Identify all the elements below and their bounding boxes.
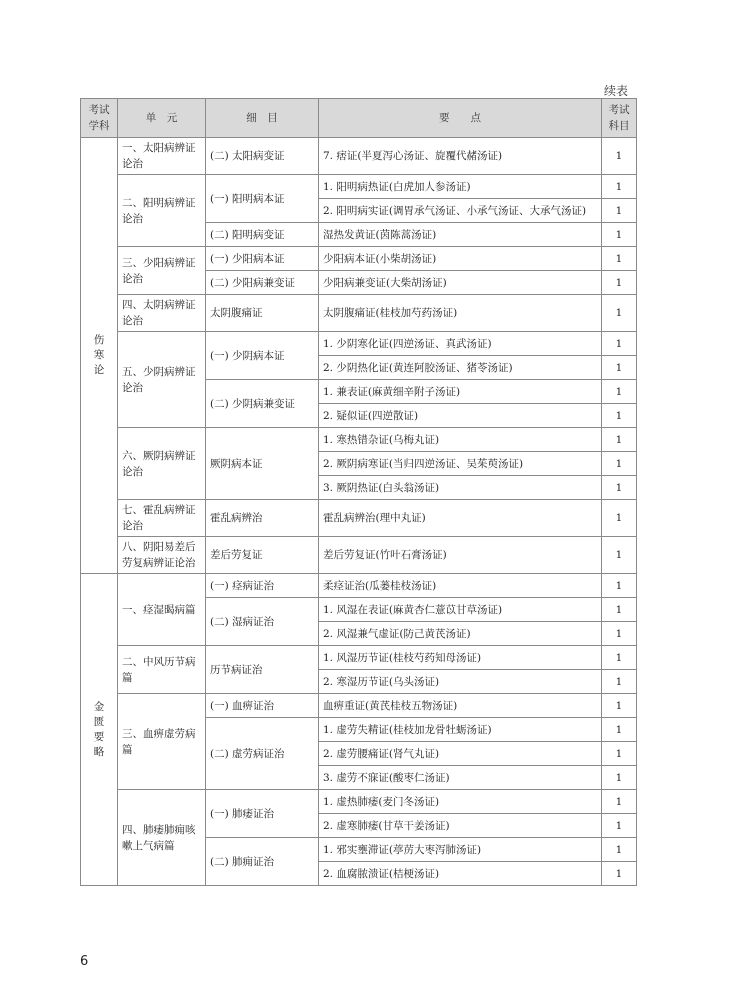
- unit-cell: 三、少阳病辨证论治: [118, 247, 206, 295]
- detail-cell: (二) 虚劳病证治: [206, 718, 319, 790]
- detail-cell: (二) 太阳病变证: [206, 138, 319, 175]
- exam-count-cell: 1: [602, 670, 637, 694]
- detail-cell: (一) 阳明病本证: [206, 175, 319, 223]
- detail-cell: 霍乱病辨治: [206, 500, 319, 537]
- header-detail: 细 目: [206, 99, 319, 138]
- key-point-cell: 1. 虚劳失精证(桂枝加龙骨牡蛎汤证): [319, 718, 602, 742]
- key-point-cell: 少阳病兼变证(大柴胡汤证): [319, 271, 602, 295]
- detail-cell: 厥阴病本证: [206, 428, 319, 500]
- key-point-cell: 霍乱病辨治(理中丸证): [319, 500, 602, 537]
- key-point-cell: 1. 风湿在表证(麻黄杏仁薏苡甘草汤证): [319, 598, 602, 622]
- table-body: [81, 138, 637, 886]
- detail-cell: 历节病证治: [206, 646, 319, 694]
- key-point-cell: 3. 虚劳不寐证(酸枣仁汤证): [319, 766, 602, 790]
- detail-cell: (一) 痉病证治: [206, 574, 319, 598]
- detail-cell: (二) 阳明病变证: [206, 223, 319, 247]
- key-point-cell: 2. 阳明病实证(调胃承气汤证、小承气汤证、大承气汤证): [319, 199, 602, 223]
- exam-count-cell: 1: [602, 223, 637, 247]
- table-row: [81, 694, 637, 718]
- continued-label: 续表: [603, 84, 628, 98]
- table-row: [81, 295, 637, 332]
- key-point-cell: 2. 虚劳腰痛证(肾气丸证): [319, 742, 602, 766]
- table-header: [81, 99, 637, 138]
- table-row: [81, 790, 637, 814]
- exam-count-cell: 1: [602, 500, 637, 537]
- key-point-cell: 7. 痞证(半夏泻心汤证、旋覆代赭汤证): [319, 138, 602, 175]
- unit-cell: 四、肺痿肺痈咳嗽上气病篇: [118, 790, 206, 886]
- exam-count-cell: 1: [602, 452, 637, 476]
- key-point-cell: 2. 少阴热化证(黄连阿胶汤证、猪苓汤证): [319, 356, 602, 380]
- exam-count-cell: 1: [602, 622, 637, 646]
- subject-cell: [81, 138, 118, 574]
- detail-cell: (二) 肺痈证治: [206, 838, 319, 886]
- unit-cell: 八、阴阳易差后劳复病辨证论治: [118, 537, 206, 574]
- key-point-cell: 2. 虚寒肺痿(甘草干姜汤证): [319, 814, 602, 838]
- exam-count-cell: 1: [602, 838, 637, 862]
- detail-cell: (二) 少阴病兼变证: [206, 380, 319, 428]
- detail-cell: (二) 少阳病兼变证: [206, 271, 319, 295]
- key-point-cell: 1. 兼表证(麻黄细辛附子汤证): [319, 380, 602, 404]
- exam-count-cell: 1: [602, 404, 637, 428]
- exam-count-cell: 1: [602, 332, 637, 356]
- exam-count-cell: 1: [602, 356, 637, 380]
- exam-count-cell: 1: [602, 646, 637, 670]
- key-point-cell: 少阳病本证(小柴胡汤证): [319, 247, 602, 271]
- table-row: [81, 175, 637, 199]
- subject-name: 伤寒论: [93, 334, 105, 376]
- exam-count-cell: 1: [602, 428, 637, 452]
- key-point-cell: 1. 风湿历节证(桂枝芍药知母汤证): [319, 646, 602, 670]
- unit-cell: 一、痉湿暍病篇: [118, 574, 206, 646]
- detail-cell: (二) 湿病证治: [206, 598, 319, 646]
- exam-count-cell: 1: [602, 199, 637, 223]
- table-row: [81, 332, 637, 356]
- key-point-cell: 太阴腹痛证(桂枝加芍药汤证): [319, 295, 602, 332]
- exam-count-cell: 1: [602, 598, 637, 622]
- key-point-cell: 1. 虚热肺痿(麦门冬汤证): [319, 790, 602, 814]
- header-unit: 单 元: [118, 99, 206, 138]
- key-point-cell: 2. 疑似证(四逆散证): [319, 404, 602, 428]
- exam-count-cell: 1: [602, 271, 637, 295]
- header-subject: 考试学科: [81, 99, 118, 138]
- page-number: 6: [80, 954, 89, 969]
- exam-count-cell: 1: [602, 862, 637, 886]
- subject-cell: [81, 574, 118, 886]
- key-point-cell: 1. 少阴寒化证(四逆汤证、真武汤证): [319, 332, 602, 356]
- exam-count-cell: 1: [602, 138, 637, 175]
- exam-count-cell: 1: [602, 295, 637, 332]
- unit-cell: 五、少阴病辨证论治: [118, 332, 206, 428]
- key-point-cell: 1. 阳明病热证(白虎加人参汤证): [319, 175, 602, 199]
- exam-count-cell: 1: [602, 574, 637, 598]
- exam-count-cell: 1: [602, 742, 637, 766]
- exam-count-cell: 1: [602, 175, 637, 199]
- subject-name: 金匮要略: [93, 700, 105, 758]
- unit-cell: 三、血痹虚劳病篇: [118, 694, 206, 790]
- key-point-cell: 1. 邪实壅滞证(葶苈大枣泻肺汤证): [319, 838, 602, 862]
- exam-count-cell: 1: [602, 247, 637, 271]
- exam-count-cell: 1: [602, 694, 637, 718]
- key-point-cell: 差后劳复证(竹叶石膏汤证): [319, 537, 602, 574]
- key-point-cell: 2. 寒湿历节证(乌头汤证): [319, 670, 602, 694]
- exam-count-cell: 1: [602, 814, 637, 838]
- detail-cell: (一) 血痹证治: [206, 694, 319, 718]
- table-row: [81, 537, 637, 574]
- unit-cell: 二、中风历节病篇: [118, 646, 206, 694]
- exam-count-cell: 1: [602, 718, 637, 742]
- key-point-cell: 柔痉证治(瓜蒌桂枝汤证): [319, 574, 602, 598]
- detail-cell: (一) 少阳病本证: [206, 247, 319, 271]
- unit-cell: 六、厥阴病辨证论治: [118, 428, 206, 500]
- table-row: [81, 138, 637, 175]
- detail-cell: (一) 少阴病本证: [206, 332, 319, 380]
- exam-count-cell: 1: [602, 476, 637, 500]
- key-point-cell: 2. 血腐脓溃证(桔梗汤证): [319, 862, 602, 886]
- exam-count-cell: 1: [602, 790, 637, 814]
- key-point-cell: 1. 寒热错杂证(乌梅丸证): [319, 428, 602, 452]
- table-row: [81, 574, 637, 598]
- detail-cell: 太阴腹痛证: [206, 295, 319, 332]
- unit-cell: 一、太阳病辨证论治: [118, 138, 206, 175]
- table-row: [81, 428, 637, 452]
- key-point-cell: 2. 厥阴病寒证(当归四逆汤证、吴茱萸汤证): [319, 452, 602, 476]
- header-exam-subject: 考试科目: [602, 99, 637, 138]
- unit-cell: 二、阳明病辨证论治: [118, 175, 206, 247]
- key-point-cell: 2. 风湿兼气虚证(防己黄芪汤证): [319, 622, 602, 646]
- key-point-cell: 3. 厥阴热证(白头翁汤证): [319, 476, 602, 500]
- header-key-points: 要 点: [319, 99, 602, 138]
- table-row: [81, 646, 637, 670]
- key-point-cell: 湿热发黄证(茵陈蒿汤证): [319, 223, 602, 247]
- detail-cell: (一) 肺痿证治: [206, 790, 319, 838]
- unit-cell: 七、霍乱病辨证论治: [118, 500, 206, 537]
- table-row: [81, 247, 637, 271]
- exam-count-cell: 1: [602, 766, 637, 790]
- detail-cell: 差后劳复证: [206, 537, 319, 574]
- key-point-cell: 血痹重证(黄芪桂枝五物汤证): [319, 694, 602, 718]
- syllabus-table: [80, 98, 637, 886]
- exam-count-cell: 1: [602, 380, 637, 404]
- exam-count-cell: 1: [602, 537, 637, 574]
- unit-cell: 四、太阴病辨证论治: [118, 295, 206, 332]
- table-row: [81, 500, 637, 537]
